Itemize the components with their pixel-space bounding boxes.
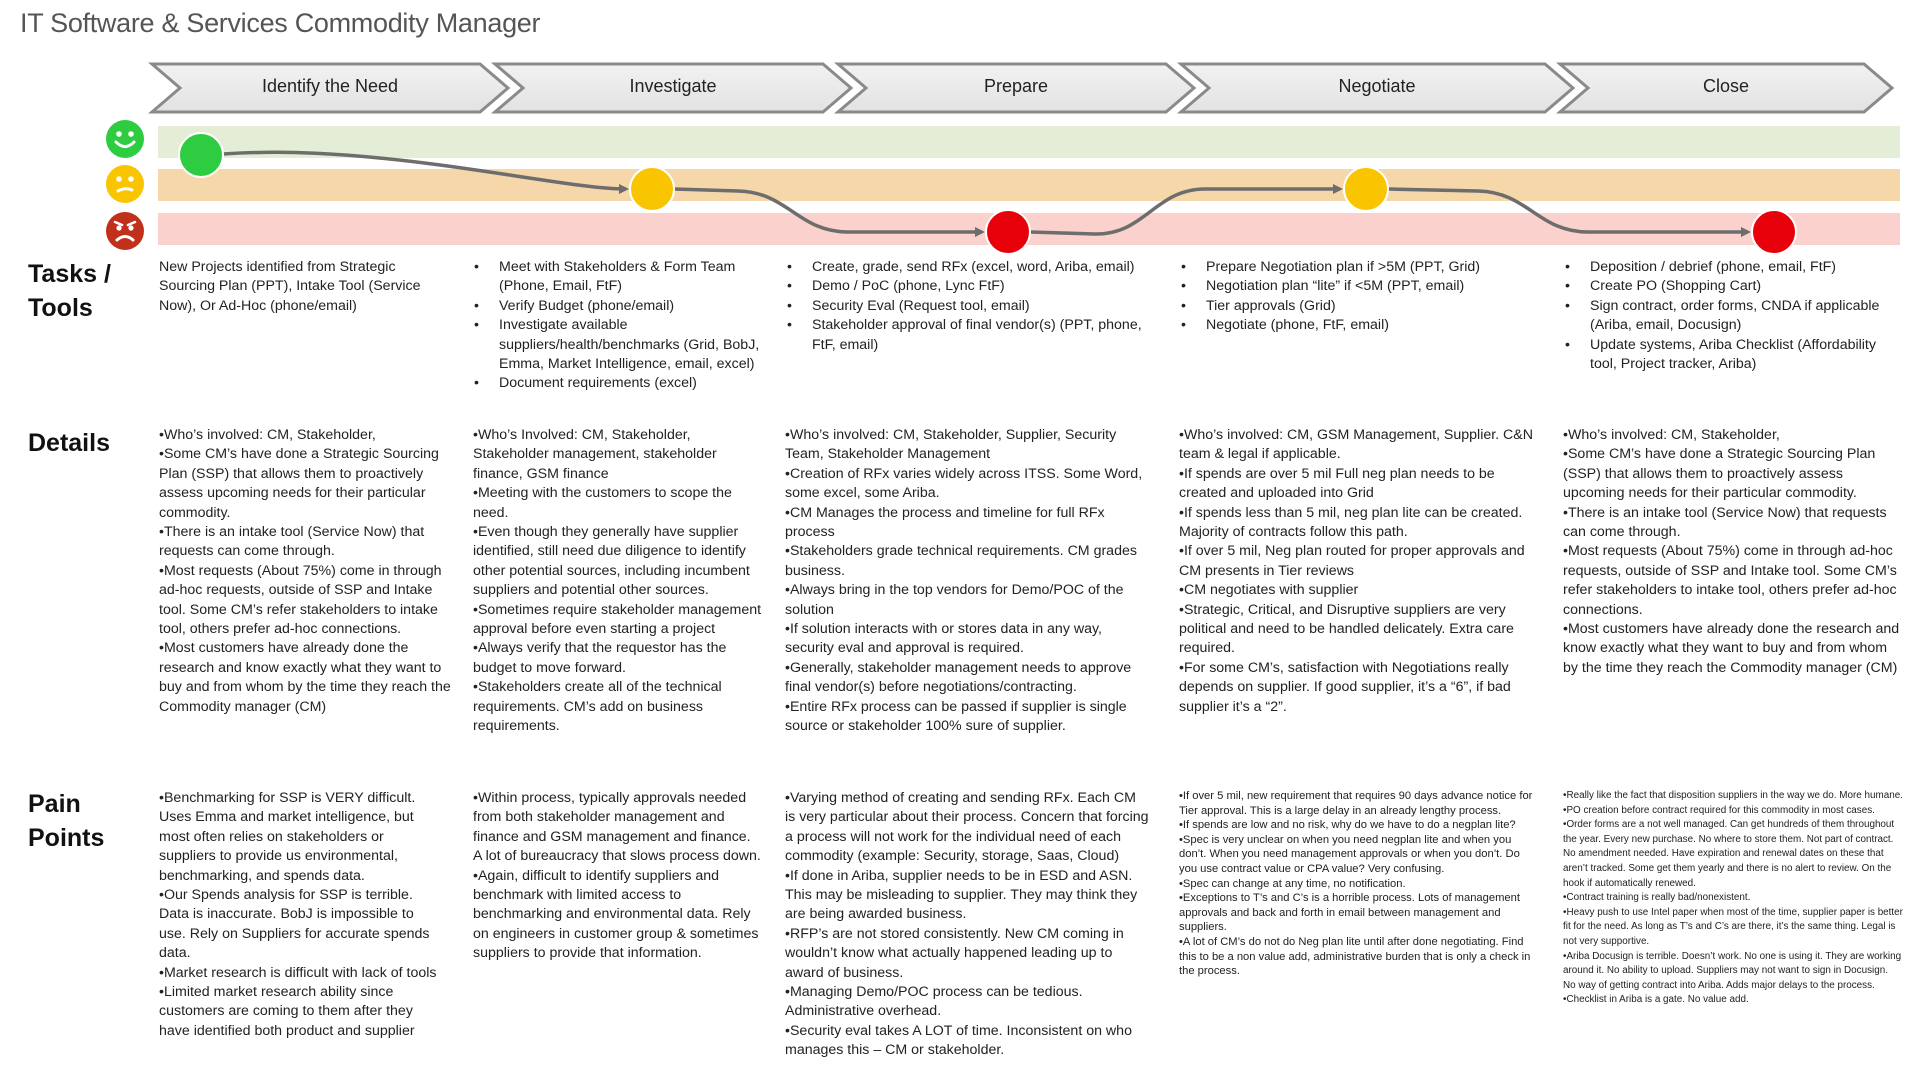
- tasks-investigate-item: • Meet with Stakeholders & Form Team (Phone, Email, FtF): [472, 258, 762, 297]
- tasks-investigate-item: • Verify Budget (phone/email): [472, 297, 762, 316]
- happy-band: [158, 126, 1900, 158]
- pain-close-item: •Order forms are a not well managed. Can get hundreds of them throughout the year. Every new purchase. No where to store them. Not part of contract. No amendment needed. Have expiration and renewal dates on these that aren’t tracked. Some get them yearly and there is no alert to review. On the hook if automatically renewed.: [1563, 819, 1895, 889]
- details-negotiate-item: •CM negotiates with supplier: [1179, 582, 1359, 599]
- tasks-investigate-item: • Investigate available suppliers/health/benchmarks (Grid, BobJ, Emma, Market Intelligence, email, excel): [472, 316, 762, 374]
- stage-label-investigate: Investigate: [629, 76, 717, 96]
- stage-label-prepare: Prepare: [983, 76, 1049, 96]
- details-negotiate: [1179, 426, 1533, 717]
- stage-label-identify: Identify the Need: [261, 76, 399, 96]
- details-investigate-item: •Meeting with the customers to scope the need.: [473, 485, 732, 521]
- pain-negotiate-item: •Exceptions to T’s and C’s is a horrible process. Lots of management approvals and back and forth in email between management and suppliers.: [1179, 892, 1520, 934]
- stage-label-close: Close: [1702, 76, 1750, 96]
- tasks-negotiate-item: • Prepare Negotiation plan if >5M (PPT, Grid): [1179, 258, 1515, 277]
- pain-negotiate-item: •Spec can change at any time, no notification.: [1179, 877, 1406, 890]
- details-investigate: [473, 426, 763, 737]
- tasks-prepare-item: • Demo / PoC (phone, Lync FtF): [785, 277, 1149, 296]
- pain-identify-item: •Our Spends analysis for SSP is terrible. Data is inaccurate. BobJ is impossible to use. Rely on Suppliers for accurate spends data.: [159, 887, 430, 962]
- pain-close-item: •Heavy push to use Intel paper when most of the time, supplier paper is better fit for the need. As long as T’s and C’s are there, it’s the same thing. Legal is not very supportive.: [1563, 906, 1903, 947]
- details-negotiate-item: •Who’s involved: CM, GSM Management, Supplier. C&N team & legal if applicable.: [1179, 427, 1534, 463]
- details-prepare-item: •Generally, stakeholder management needs to approve final vendor(s) before negotiations/contracting.: [785, 659, 1132, 696]
- pain-prepare-item: •Varying method of creating and sending RFx. Each CM is very particular about their process. Concern that forcing a process will not work for the individual need of each commodity (example: Security, storage, Saas, Cloud): [785, 790, 1149, 865]
- page-title: IT Software & Services Commodity Manager: [20, 8, 541, 38]
- neutral-band: [158, 169, 1900, 201]
- details-prepare-item: •If solution interacts with or stores data in any way, security eval and approval is required.: [785, 621, 1102, 657]
- tasks-negotiate-list: [1179, 258, 1515, 336]
- details-prepare-item: •Entire RFx process can be passed if supplier is single source or stakeholder 100% sure of supplier.: [785, 698, 1127, 735]
- stage-label-negotiate: Negotiate: [1338, 76, 1416, 96]
- details-negotiate-item: •For some CM’s, satisfaction with Negotiations really depends on supplier. If good supplier, it’s a “6”, if bad supplier it’s a “2”.: [1179, 659, 1511, 715]
- sad-band: [158, 213, 1900, 245]
- details-identify-item: •Some CM’s have done a Strategic Sourcing Plan (SSP) that allows them to proactively assess upcoming needs for their particular commodity.: [159, 446, 439, 521]
- tasks-prepare-item: • Create, grade, send RFx (excel, word, Ariba, email): [785, 258, 1149, 277]
- details-prepare: [785, 426, 1153, 737]
- angry-face-icon: [106, 212, 144, 250]
- details-close-item: •Who’s involved: CM, Stakeholder,: [1563, 427, 1780, 443]
- details-close-item: •Most requests (About 75%) come in through ad-hoc requests, outside of SSP and Intake tool. Some CM’s refer stakeholders to intake tool, others prefer ad-hoc connections.: [1563, 543, 1897, 618]
- pain-close-item: •PO creation before contract required for this commodity in most cases.: [1563, 804, 1875, 816]
- tasks-close-item: • Sign contract, order forms, CNDA if applicable (Ariba, email, Docusign): [1563, 297, 1901, 336]
- tasks-negotiate-item: • Negotiation plan “lite” if <5M (PPT, email): [1179, 277, 1515, 296]
- tasks-negotiate-item: • Negotiate (phone, FtF, email): [1179, 316, 1515, 335]
- details-prepare-item: •Stakeholders grade technical requirements. CM grades business.: [785, 543, 1137, 579]
- details-prepare-item: •Who’s involved: CM, Stakeholder, Supplier, Security Team, Stakeholder Management: [785, 427, 1117, 463]
- pain-prepare: [785, 789, 1150, 1061]
- pain-prepare-item: •Security eval takes A LOT of time. Inconsistent on who manages this – CM or stakeholder.: [785, 1022, 1132, 1059]
- details-prepare-item: •CM Manages the process and timeline for full RFx process: [785, 504, 1105, 541]
- details-investigate-item: •Sometimes require stakeholder management approval before even starting a project: [473, 601, 762, 638]
- tasks-close-item: • Create PO (Shopping Cart): [1563, 277, 1901, 296]
- pain-close-item: •Really like the fact that disposition suppliers in the way we do. More humane.: [1563, 790, 1903, 801]
- pain-identify-item: •Limited market research ability since customers are coming to them after they have identified both product and supplier: [159, 984, 415, 1039]
- pain-close: [1563, 789, 1903, 1008]
- details-negotiate-item: •If spends less than 5 mil, neg plan lite can be created. Majority of contracts follow this path.: [1179, 504, 1523, 541]
- tasks-prepare-item: • Stakeholder approval of final vendor(s) (PPT, phone, FtF, email): [785, 316, 1149, 355]
- tasks-identify: [159, 258, 445, 316]
- details-close-item: •Most customers have already done the research and know exactly what they want to buy and from whom by the time they reach the Commodity manager (CM): [1563, 621, 1900, 676]
- row-label-tasks: [28, 257, 128, 325]
- pain-identify-item: •Market research is difficult with lack of tools: [159, 964, 437, 981]
- pain-investigate-item: •Again, difficult to identify suppliers and benchmark with limited access to benchmarking and environmental data. Rely on engineers in customer group & sometimes suppliers to provide that information.: [473, 867, 759, 962]
- details-investigate-item: •Even though they generally have supplier identified, still need due diligence to identify other potential sources, including incumbent suppliers and potential other sources.: [473, 524, 750, 599]
- details-investigate-item: •Who’s Involved: CM, Stakeholder, Stakeholder management, stakeholder finance, GSM finance: [473, 427, 717, 482]
- details-investigate-item: •Stakeholders create all of the technical requirements. CM’s add on business requirements.: [473, 679, 722, 735]
- pain-prepare-item: •Managing Demo/POC process can be tedious. Administrative overhead.: [785, 984, 1083, 1020]
- pain-negotiate-item: •If spends are low and no risk, why do we have to do a negplan lite?: [1179, 819, 1516, 832]
- details-identify-item: •There is an intake tool (Service Now) that requests can come through.: [159, 524, 425, 560]
- pain-prepare-item: •RFP’s are not stored consistently. New CM coming in wouldn’t know what actually happened leading up to award of business.: [785, 925, 1124, 981]
- details-negotiate-item: •If over 5 mil, Neg plan routed for proper approvals and CM presents in Tier reviews: [1179, 543, 1525, 579]
- details-identify-item: •Most requests (About 75%) come in through ad-hoc requests, outside of SSP and Intake tool. Some CM’s refer stakeholders to intake tool, others prefer ad-hoc connections.: [159, 562, 442, 638]
- tasks-prepare-list: [785, 258, 1149, 355]
- tasks-close-item: • Update systems, Ariba Checklist (Affordability tool, Project tracker, Ariba): [1563, 336, 1901, 375]
- tasks-close: [1563, 258, 1901, 374]
- pain-close-item: •Contract training is really bad/nonexistent.: [1563, 892, 1751, 904]
- tasks-close-list: [1563, 258, 1901, 374]
- pain-identify-item: •Benchmarking for SSP is VERY difficult. Uses Emma and market intelligence, but most often relies on stakeholders or suppliers to provide us environmental, benchmarking, and spends data.: [159, 790, 416, 884]
- pain-negotiate-item: •Spec is very unclear on when you need negplan lite and when you don’t. When you need management approvals or when you don’t. Do you use contract value or CPA value? Very confusing.: [1179, 833, 1520, 875]
- neutral-face-icon: [106, 165, 144, 203]
- pain-close-item: •Ariba Docusign is terrible. Doesn’t work. No one is using it. They are working around it. No ability to upload. Suppliers may not want to sign in Docusign. No way of getting contract into Ariba. Adds major delays to the process.: [1563, 950, 1902, 991]
- tasks-investigate: [472, 258, 762, 394]
- row-label-tasks-text: Tasks / Tools: [28, 260, 111, 322]
- pain-investigate: [473, 789, 761, 964]
- details-close: [1563, 426, 1901, 678]
- details-close-item: •There is an intake tool (Service Now) that requests can come through.: [1563, 504, 1887, 541]
- stage-chevrons: [0, 60, 1920, 116]
- details-investigate-item: •Always verify that the requestor has the budget to move forward.: [473, 640, 727, 676]
- tasks-negotiate: [1179, 258, 1515, 336]
- details-identify-item: •Most customers have already done the research and know exactly what they want to buy and from whom by the time they reach the Commodity manager (CM): [159, 640, 451, 715]
- details-negotiate-item: •Strategic, Critical, and Disruptive suppliers are very political and need to be handled delicately. Extra care required.: [1179, 601, 1514, 657]
- details-prepare-item: •Always bring in the top vendors for Demo/POC of the solution: [785, 582, 1124, 618]
- tasks-prepare: [785, 258, 1149, 355]
- pain-investigate-item: •Within process, typically approvals needed from both stakeholder management and finance and GSM management and finance. A lot of bureaucracy that slows process down.: [473, 790, 761, 865]
- details-identify-item: •Who’s involved: CM, Stakeholder,: [159, 427, 376, 443]
- pain-close-item: •Checklist in Ariba is a gate. No value add.: [1563, 994, 1749, 1006]
- pain-negotiate: [1179, 789, 1535, 979]
- tasks-investigate-item: • Document requirements (excel): [472, 374, 762, 393]
- pain-identify: [159, 789, 444, 1041]
- details-prepare-item: •Creation of RFx varies widely across ITSS. Some Word, some excel, some Ariba.: [785, 465, 1143, 502]
- tasks-identify-text: New Projects identified from Strategic Sourcing Plan (PPT), Intake Tool (Service Now), Or Ad-Hoc (phone/email): [159, 259, 421, 314]
- tasks-negotiate-item: • Tier approvals (Grid): [1179, 297, 1515, 316]
- tasks-prepare-item: • Security Eval (Request tool, email): [785, 297, 1149, 316]
- tasks-investigate-list: [472, 258, 762, 394]
- row-label-pain: Pain Points: [28, 790, 105, 852]
- tasks-close-item: • Deposition / debrief (phone, email, FtF): [1563, 258, 1901, 277]
- pain-negotiate-item: •If over 5 mil, new requirement that requires 90 days advance notice for Tier approval. This is a large delay in an already lengthy process.: [1179, 790, 1533, 817]
- pain-negotiate-item: •A lot of CM’s do not do Neg plan lite until after done negotiating. Find this to be a non value add, administrative burden that is only a check in the process.: [1179, 935, 1531, 978]
- row-label-details: Details: [28, 429, 110, 457]
- details-negotiate-item: •If spends are over 5 mil Full neg plan needs to be created and uploaded into Grid: [1179, 465, 1495, 502]
- smiling-face-icon: [106, 120, 144, 158]
- details-close-item: •Some CM’s have done a Strategic Sourcing Plan (SSP) that allows them to proactively assess upcoming needs for their particular commodity.: [1563, 446, 1876, 502]
- pain-prepare-item: •If done in Ariba, supplier needs to be in ESD and ASN. This may be misleading to supplier. They may think they are being awarded business.: [785, 867, 1138, 923]
- details-identify: [159, 426, 452, 717]
